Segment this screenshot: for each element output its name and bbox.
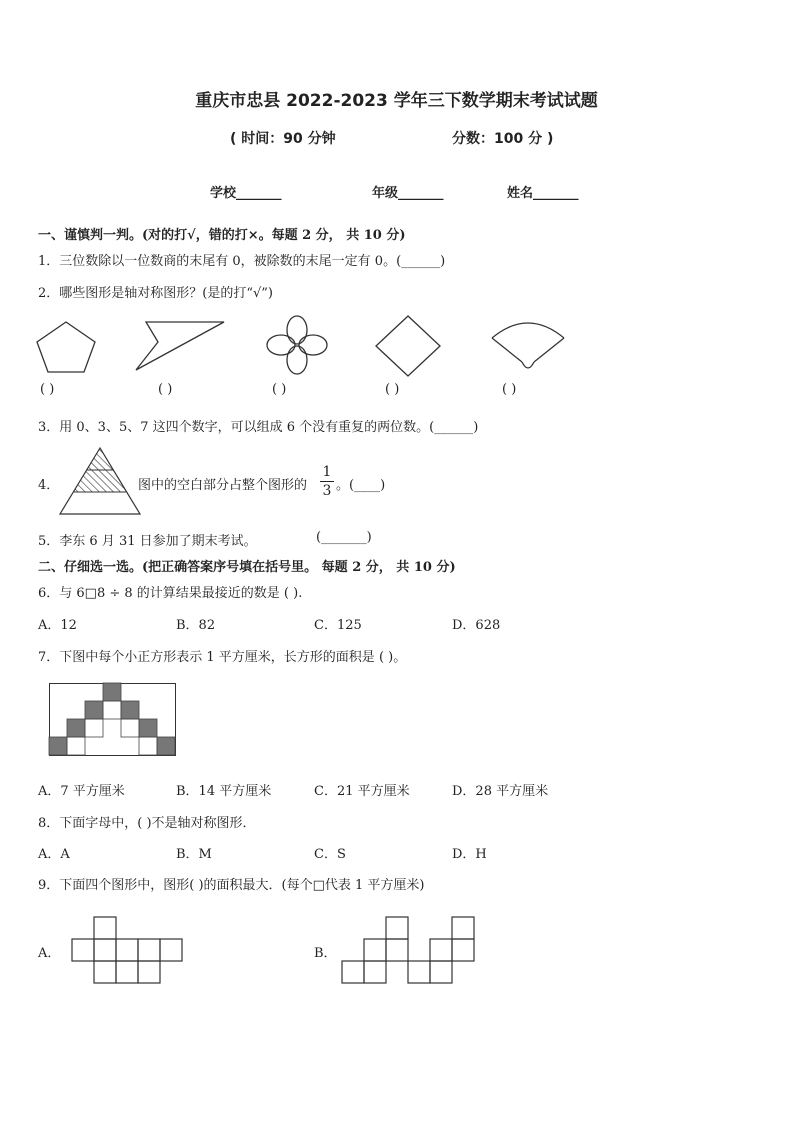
q6-option-d[interactable]: D．628 [452, 618, 501, 633]
grade-field[interactable]: 年级_______ [372, 186, 444, 201]
q8-option-b[interactable]: B．M [176, 847, 212, 862]
q6-option-b[interactable]: B．82 [176, 618, 216, 633]
flower-figure [264, 314, 330, 376]
question-4-text: 图中的空白部分占整个图形的 [138, 478, 308, 493]
question-2: 2．哪些图形是轴对称图形？(是的打“√”) [38, 286, 273, 301]
school-field[interactable]: 学校_______ [210, 186, 282, 201]
striped-triangle-figure [58, 444, 142, 516]
fraction-denominator: 3 [322, 483, 332, 499]
name-field[interactable]: 姓名_______ [507, 186, 579, 201]
question-4-number: 4． [38, 478, 60, 493]
q7-option-b[interactable]: B．14 平方厘米 [176, 784, 272, 799]
answer-paren-1[interactable]: ( ) [40, 382, 55, 397]
q6-option-a[interactable]: A．12 [38, 618, 77, 633]
fan-figure [488, 316, 568, 374]
triangle-figure [132, 318, 228, 376]
q9-label-a[interactable]: A． [38, 946, 61, 961]
answer-paren-4[interactable]: ( ) [385, 382, 400, 397]
question-5-answer[interactable]: (_______) [316, 530, 372, 545]
q8-option-a[interactable]: A．A [38, 847, 70, 862]
diamond-figure [374, 314, 442, 378]
question-8: 8．下面字母中，( )不是轴对称图形． [38, 816, 256, 831]
exam-score: 分数：100 分 ) [452, 131, 554, 147]
question-9: 9．下面四个图形中，图形( )的面积最大．(每个□代表 1 平方厘米) [38, 878, 425, 893]
q7-option-a[interactable]: A．7 平方厘米 [38, 784, 125, 799]
fraction-one-third [320, 464, 334, 499]
question-4-answer[interactable]: 。(____) [336, 478, 386, 493]
question-6: 6．与 6□8 ÷ 8 的计算结果最接近的数是 ( ). [38, 586, 303, 601]
answer-paren-3[interactable]: ( ) [272, 382, 287, 397]
grid-shape-a [70, 916, 186, 986]
question-5: 5．李东 6 月 31 日参加了期末考试。 [38, 534, 257, 549]
question-3: 3．用 0、3、5、7 这四个数字，可以组成 6 个没有重复的两位数。(______) [38, 420, 479, 435]
q7-option-d[interactable]: D．28 平方厘米 [452, 784, 549, 799]
q9-label-b[interactable]: B． [314, 946, 337, 961]
page-title: 重庆市忠县 2022-2023 学年三下数学期末考试试题 [195, 91, 598, 111]
section2-heading: 二、仔细选一选。(把正确答案序号填在括号里。 每题 2 分， 共 10 分) [38, 560, 456, 575]
staircase-rectangle-figure [49, 683, 177, 757]
answer-paren-2[interactable]: ( ) [158, 382, 173, 397]
question-1: 1．三位数除以一位数商的末尾有 0，被除数的末尾一定有 0。(______) [38, 254, 446, 269]
section1-heading: 一、谨慎判一判。(对的打√，错的打×。每题 2 分， 共 10 分) [38, 228, 406, 243]
q8-option-c[interactable]: C．S [314, 847, 346, 862]
q8-option-d[interactable]: D．H [452, 847, 487, 862]
answer-paren-5[interactable]: ( ) [502, 382, 517, 397]
q6-option-c[interactable]: C．125 [314, 618, 362, 633]
q7-option-c[interactable]: C．21 平方厘米 [314, 784, 410, 799]
pentagon-figure [30, 318, 102, 376]
fraction-numerator: 1 [322, 464, 332, 480]
exam-time: ( 时间：90 分钟 [230, 131, 336, 147]
grid-shape-b [340, 916, 480, 986]
question-7: 7．下图中每个小正方形表示 1 平方厘米，长方形的面积是 ( )。 [38, 650, 407, 665]
